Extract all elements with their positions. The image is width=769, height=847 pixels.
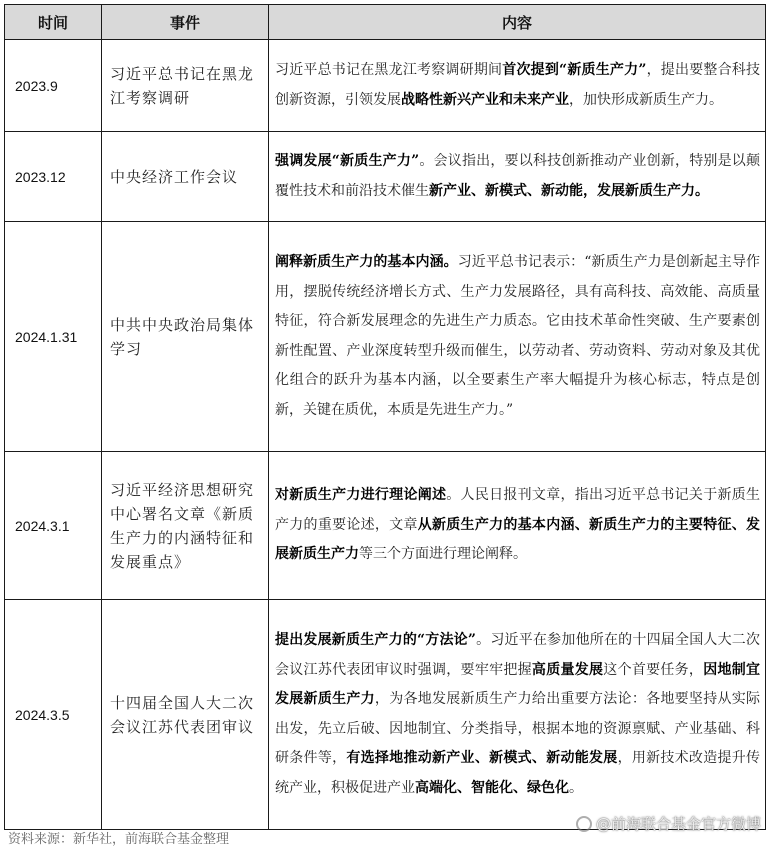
content-emphasis: 首次提到“新质生产力” [502,62,647,78]
row-content [269,600,766,830]
row-event: 十四届全国人大二次会议江苏代表团审议 [102,600,269,830]
table-row [5,600,766,830]
content-text: 习近平总书记在黑龙江考察调研期间 [275,62,503,78]
table-row [5,452,766,600]
header-content: 内容 [269,5,766,40]
watermark-text: @前海联合基金官方微博 [595,815,761,833]
content-text: 。人民日报刊文章，指出习近平总书记关于新质生产力的重要论述，文章 [275,487,761,533]
table-header-row [5,5,766,40]
content-text: 。习近平在参加他所在的十四届全国人大二次会议江苏代表团审议时强调，要牢牢把握 [275,632,761,678]
content-emphasis: 强调发展“新质生产力” [275,153,420,169]
content-emphasis: 对新质生产力进行理论阐述 [275,487,447,504]
source-note-text: 资料来源：新华社，前海联合基金整理 [8,832,230,847]
content-text: 这个首要任务， [603,661,704,678]
content-text: 。会议指出，要以科技创新推动产业创新，特别是以颠覆性技术和前沿技术催生 [275,153,761,199]
row-content [269,132,766,222]
content-emphasis: 有选择地推动新产业、新模式、新动能发展 [346,750,618,766]
content-text: ，用新技术改造提升传统产业，积极促进产业 [275,750,761,796]
content-emphasis: 提出发展新质生产力的“方法论” [275,632,476,648]
row-time: 2023.9 [5,40,102,132]
row-time: 2024.1.31 [5,222,102,452]
content-text: ，为各地发展新质生产力给出重要方法论：各地要坚持从实际出发，先立后破、因地制宜、分类指导，根据本地的资源禀赋、产业基础、科研条件等， [275,691,761,766]
policy-timeline-table [4,4,766,830]
content-text: 习近平总书记表示：“新质生产力是创新起主导作用，摆脱传统经济增长方式、生产力发展路径，具有高科技、高效能、高质量特征，符合新发展理念的先进生产力质态。它由技术革命性突破、生产要素创新性配置、产业深度转型升级而催生，以劳动者、劳动资料、劳动对象及其优化组合的跃升为基本内涵，以全要素生产率大幅提升为核心标志，特点是创新，关键在质优，本质是先进生产力。” [275,254,761,418]
source-note [0,832,769,847]
content-emphasis: 新产业、新模式、新动能，发展新质生产力。 [429,182,709,199]
content-emphasis: 高端化、智能化、绿色化 [415,779,569,796]
content-emphasis: 阐释新质生产力的基本内涵。 [275,254,458,270]
content-text: 等三个方面进行理论阐释。 [359,546,527,563]
content-emphasis: 从新质生产力的基本内涵、新质生产力的主要特征、发展新质生产力 [275,516,761,563]
row-event: 习近平经济思想研究中心署名文章《新质生产力的内涵特征和发展重点》 [102,452,269,600]
row-content [269,40,766,132]
content-emphasis: 高质量发展 [531,661,604,678]
content-emphasis: 战略性新兴产业和未来产业 [401,91,569,108]
table-row [5,132,766,222]
row-time: 2023.12 [5,132,102,222]
weibo-watermark [576,813,761,834]
row-content [269,222,766,452]
row-event: 中央经济工作会议 [102,132,269,222]
row-time: 2024.3.5 [5,600,102,830]
header-time: 时间 [5,5,102,40]
row-event: 中共中央政治局集体学习 [102,222,269,452]
row-content [269,452,766,600]
table-row [5,40,766,132]
row-event: 习近平总书记在黑龙江考察调研 [102,40,269,132]
row-time: 2024.3.1 [5,452,102,600]
content-text: ，提出要整合科技创新资源，引领发展 [275,62,761,108]
header-event: 事件 [102,5,269,40]
content-emphasis: 因地制宜发展新质生产力 [275,661,761,707]
content-text: ，加快形成新质生产力。 [569,91,723,108]
weibo-icon [576,816,592,832]
content-text: 。 [569,779,583,796]
table-row [5,222,766,452]
